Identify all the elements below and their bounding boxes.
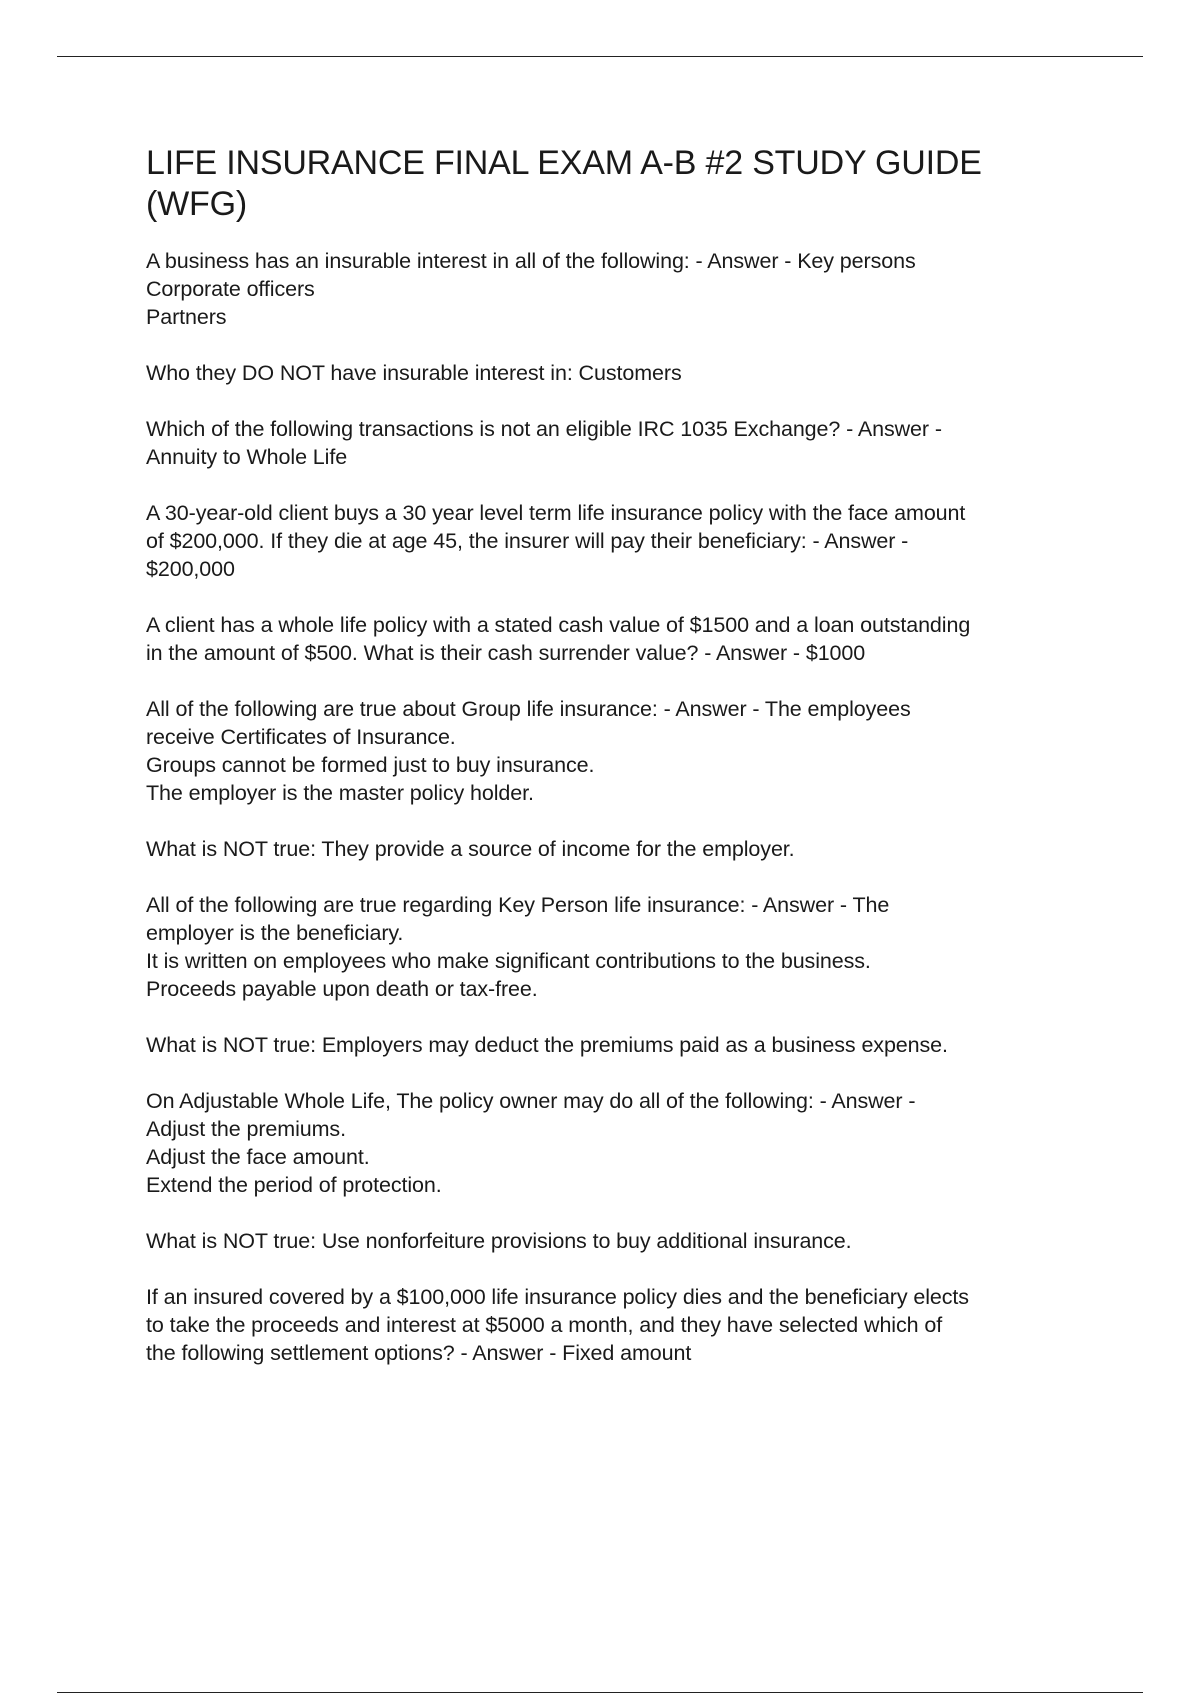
qa-line: Partners — [146, 305, 227, 329]
title-line: LIFE INSURANCE FINAL EXAM A-B #2 STUDY GUIDE — [146, 144, 982, 182]
qa-line: What is NOT true: They provide a source of income for the employer. — [146, 837, 795, 861]
qa-line: Adjust the premiums. — [146, 1117, 346, 1141]
qa-item — [146, 1031, 1096, 1059]
qa-line: A client has a whole life policy with a stated cash value of $1500 and a loan outstanding — [146, 613, 971, 637]
qa-line: What is NOT true: Employers may deduct the premiums paid as a business expense. — [146, 1033, 948, 1057]
qa-line: What is NOT true: Use nonforfeiture provisions to buy additional insurance. — [146, 1229, 852, 1253]
qa-item — [146, 499, 1096, 583]
qa-line: Corporate officers — [146, 277, 315, 301]
qa-item — [146, 1087, 1096, 1199]
qa-line: Who they DO NOT have insurable interest in: Customers — [146, 361, 682, 385]
document-body — [146, 143, 1096, 1395]
qa-line: of $200,000. If they die at age 45, the insurer will pay their beneficiary: - Answer - — [146, 529, 909, 553]
qa-line: receive Certificates of Insurance. — [146, 725, 456, 749]
qa-line: $200,000 — [146, 557, 235, 581]
qa-line: the following settlement options? - Answer - Fixed amount — [146, 1341, 692, 1365]
title-line: (WFG) — [146, 185, 247, 223]
qa-line: employer is the beneficiary. — [146, 921, 404, 945]
top-rule — [57, 56, 1143, 57]
qa-line: The employer is the master policy holder. — [146, 781, 534, 805]
qa-item — [146, 1283, 1096, 1367]
document-title — [146, 143, 1096, 225]
qa-line: in the amount of $500. What is their cash surrender value? - Answer - $1000 — [146, 641, 866, 665]
qa-item — [146, 835, 1096, 863]
qa-item — [146, 415, 1096, 471]
qa-item — [146, 695, 1096, 807]
qa-line: Annuity to Whole Life — [146, 445, 348, 469]
qa-item — [146, 1227, 1096, 1255]
qa-line: Proceeds payable upon death or tax-free. — [146, 977, 538, 1001]
qa-line: On Adjustable Whole Life, The policy owner may do all of the following: - Answer - — [146, 1089, 916, 1113]
qa-item — [146, 611, 1096, 667]
bottom-rule — [57, 1692, 1143, 1693]
qa-line: to take the proceeds and interest at $5000 a month, and they have selected which of — [146, 1313, 943, 1337]
qa-item — [146, 247, 1096, 331]
qa-line: Groups cannot be formed just to buy insurance. — [146, 753, 595, 777]
qa-item — [146, 891, 1096, 1003]
qa-line: A business has an insurable interest in all of the following: - Answer - Key persons — [146, 249, 916, 273]
qa-line: All of the following are true regarding Key Person life insurance: - Answer - The — [146, 893, 890, 917]
qa-line: Extend the period of protection. — [146, 1173, 442, 1197]
qa-item — [146, 359, 1096, 387]
qa-line: Which of the following transactions is not an eligible IRC 1035 Exchange? - Answer - — [146, 417, 942, 441]
qa-line: It is written on employees who make significant contributions to the business. — [146, 949, 871, 973]
qa-line: If an insured covered by a $100,000 life insurance policy dies and the beneficiary elects — [146, 1285, 969, 1309]
qa-line: All of the following are true about Group life insurance: - Answer - The employees — [146, 697, 911, 721]
qa-line: Adjust the face amount. — [146, 1145, 370, 1169]
qa-line: A 30-year-old client buys a 30 year level term life insurance policy with the face amount — [146, 501, 966, 525]
